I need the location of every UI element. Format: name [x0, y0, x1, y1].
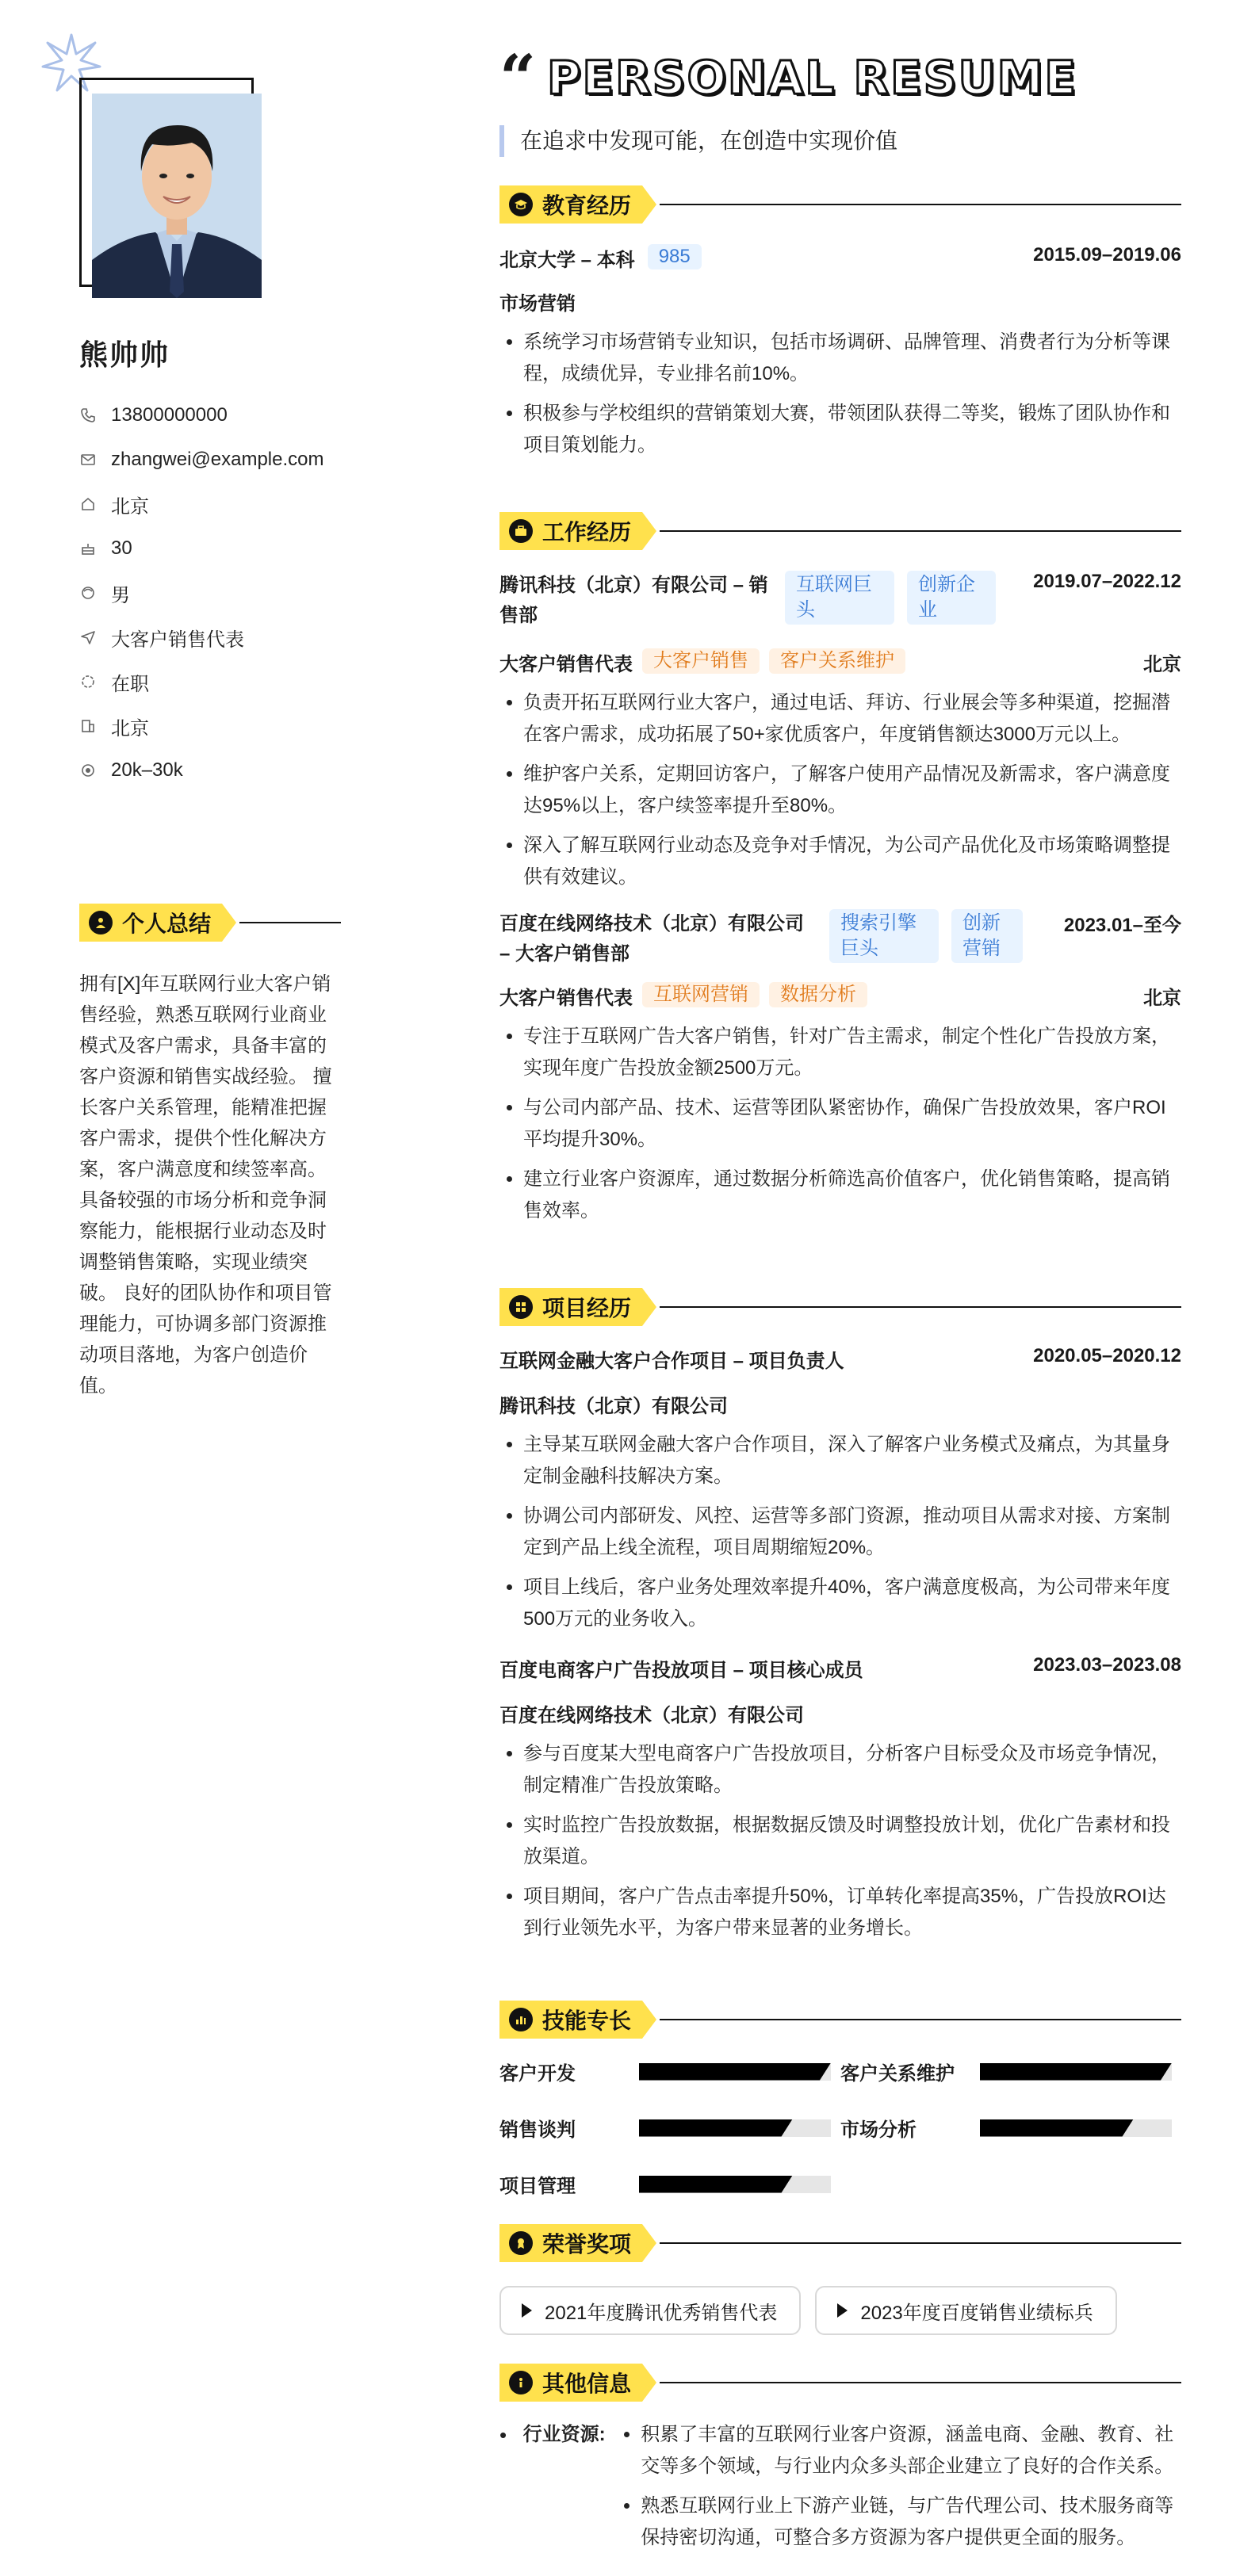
other-heading-text: 其他信息 [542, 2372, 632, 2396]
project-header [499, 1654, 1181, 1682]
job-role-row [499, 982, 1181, 1010]
list-item: • 系统学习市场营销专业知识，包括市场调研、品牌管理、消费者行为分析等课程，成绩优异，专业排名前10%。 [523, 327, 1181, 390]
info-email [79, 438, 324, 482]
skill-name: 市场分析 [840, 2119, 917, 2141]
job-city: 北京 [1143, 654, 1181, 675]
status-icon [79, 673, 97, 690]
education-date: 2015.09–2019.06 [1033, 244, 1181, 266]
skills-section [499, 2001, 1181, 2198]
age-icon [79, 540, 97, 557]
education-heading [499, 185, 1181, 224]
bullet-dot: • [499, 2423, 507, 2447]
salary-text: 20k–30k [111, 759, 183, 781]
skill-bar-fill [639, 2119, 793, 2137]
job-date: 2023.01–至今 [1063, 915, 1181, 936]
list-item: • 项目期间，客户广告点击率提升50%，订单转化率提高35%，广告投放ROI达到行业领先水平，为客户带来显著的业务增长。 [523, 1881, 1181, 1944]
skill-bar-fill [980, 2119, 1134, 2137]
skills-heading-text: 技能专长 [542, 2008, 632, 2033]
award-text: 2021年度腾讯优秀销售代表 [545, 2302, 778, 2324]
user-icon [89, 911, 113, 934]
phone-text: 13800000000 [111, 404, 228, 426]
project-name: 互联网金融大客户合作项目 – 项目负责人 [499, 1351, 844, 1372]
location-text: 北京 [111, 495, 149, 518]
job-bullets [499, 1021, 1181, 1227]
project-date: 2020.05–2020.12 [1033, 1345, 1181, 1366]
briefcase-icon [509, 519, 533, 543]
play-icon [837, 2303, 848, 2318]
work-heading-text: 工作经历 [542, 520, 632, 545]
other-section [499, 2364, 1181, 2562]
job-city: 北京 [1143, 988, 1181, 1009]
skill-name: 客户开发 [499, 2063, 576, 2085]
grid-icon [509, 1295, 533, 1319]
company-tag: 互联网巨头 [785, 571, 894, 625]
list-item: • 积累了丰富的互联网行业客户资源，涵盖电商、金融、教育、社交等多个领域，与行业内众多头部企业建立了良好的合作关系。 [641, 2419, 1181, 2482]
school-name: 北京大学 – 本科 [499, 250, 635, 271]
skill-bar [639, 2176, 831, 2193]
candidate-name: 熊帅帅 [79, 338, 170, 371]
skill-item [840, 2114, 1181, 2142]
skill-tag: 客户关系维护 [769, 648, 905, 674]
graduation-cap-icon [509, 193, 533, 216]
company-tag: 搜索引擎巨头 [829, 909, 939, 963]
bar-chart-icon [509, 2008, 533, 2031]
education-heading-text: 教育经历 [542, 193, 632, 218]
skill-item [499, 2170, 840, 2198]
work-section [499, 512, 1181, 1235]
info-salary [79, 748, 324, 793]
project-bullets [499, 1429, 1181, 1635]
skill-bar [980, 2063, 1172, 2081]
company-name: 百度在线网络技术（北京）有限公司 – 大客户销售部 [499, 913, 804, 965]
skill-name: 销售谈判 [499, 2119, 576, 2141]
project-company: 腾讯科技（北京）有限公司 [499, 1396, 728, 1417]
resume-title: PERSONAL RESUME [547, 51, 1077, 105]
info-status [79, 659, 324, 704]
building-icon [79, 717, 97, 735]
work-heading [499, 512, 1181, 550]
list-item: • 实时监控广告投放数据，根据数据反馈及时调整投放计划，优化广告素材和投放渠道。 [523, 1810, 1181, 1873]
skill-tag: 数据分析 [769, 982, 867, 1007]
skill-name: 客户关系维护 [840, 2063, 955, 2085]
job-role: 大客户销售代表 [499, 654, 633, 675]
job-date: 2019.07–2022.12 [1033, 571, 1181, 592]
city-text: 北京 [111, 717, 149, 740]
info-age [79, 526, 324, 571]
skill-name: 项目管理 [499, 2176, 576, 2197]
award-item [815, 2286, 1116, 2335]
job-role-row [499, 648, 1181, 676]
phone-icon [79, 407, 97, 424]
home-icon [79, 495, 97, 513]
email-text: zhangwei@example.com [111, 449, 324, 470]
slogan: 在追求中发现可能，在创造中实现价值 [499, 125, 897, 157]
summary-heading [79, 904, 341, 942]
list-item: • 建立行业客户资源库，通过数据分析筛选高价值客户，优化销售策略，提高销售效率。 [523, 1164, 1181, 1227]
education-section [499, 185, 1181, 469]
list-item: • 熟悉互联网行业上下游产业链，与广告代理公司、技术服务商等保持密切沟通，可整合多方资源为客户提供更全面的服务。 [641, 2490, 1181, 2554]
awards-list [499, 2286, 1181, 2335]
info-icon [509, 2371, 533, 2394]
info-gender [79, 571, 324, 615]
job-role: 大客户销售代表 [499, 988, 633, 1009]
quote-mark-icon: “ [499, 40, 537, 115]
projects-section [499, 1288, 1181, 1952]
left-column [0, 0, 349, 2576]
job-header [499, 571, 1181, 631]
list-item: • 协调公司内部研发、风控、运营等多部门资源，推动项目从需求对接、方案制定到产品上线全流程，项目周期缩短20%。 [523, 1500, 1181, 1564]
skill-grid [499, 2058, 1181, 2198]
project-company: 百度在线网络技术（北京）有限公司 [499, 1705, 804, 1726]
list-item: • 专注于互联网广告大客户销售，针对广告主需求，制定个性化广告投放方案，实现年度广告投放金额2500万元。 [523, 1021, 1181, 1084]
awards-heading-text: 荣誉奖项 [542, 2232, 632, 2257]
skills-heading [499, 2001, 1181, 2039]
mail-icon [79, 451, 97, 468]
other-bullets [617, 2419, 1181, 2562]
job-header [499, 909, 1181, 969]
school-tag: 985 [648, 244, 702, 269]
list-item: • 参与百度某大型电商客户广告投放项目，分析客户目标受众及市场竞争情况，制定精准广告投放策略。 [523, 1738, 1181, 1802]
awards-heading [499, 2224, 1181, 2262]
status-text: 在职 [111, 673, 149, 695]
company-name: 腾讯科技（北京）有限公司 – 销售部 [499, 575, 768, 626]
summary-heading-text: 个人总结 [122, 912, 212, 936]
major: 市场营销 [499, 293, 576, 315]
list-item: • 负责开拓互联网行业大客户，通过电话、拜访、行业展会等多种渠道，挖掘潜在客户需求，成功拓展了50+家优质客户，年度销售额达3000万元以上。 [523, 687, 1181, 751]
skill-item [840, 2058, 1181, 2085]
info-position [79, 615, 324, 659]
other-heading [499, 2364, 1181, 2402]
award-item [499, 2286, 801, 2335]
projects-heading [499, 1288, 1181, 1326]
project-date: 2023.03–2023.08 [1033, 1654, 1181, 1676]
company-tag: 创新营销 [951, 909, 1023, 963]
education-row [499, 244, 1181, 272]
education-bullets [499, 327, 1181, 461]
list-item: • 主导某互联网金融大客户合作项目，深入了解客户业务模式及痛点，为其量身定制金融科技解决方案。 [523, 1429, 1181, 1492]
list-item: • 维护客户关系，定期回访客户，了解客户使用产品情况及新需求，客户满意度达95%以上，客户续签率提升至80%。 [523, 759, 1181, 822]
award-icon [509, 2231, 533, 2255]
salary-icon [79, 762, 97, 779]
contact-info-list [79, 393, 324, 793]
project-name: 百度电商客户广告投放项目 – 项目核心成员 [499, 1660, 863, 1681]
awards-section [499, 2224, 1181, 2335]
job-bullets [499, 687, 1181, 893]
skill-tag: 大客户销售 [642, 648, 760, 674]
award-text: 2023年度百度销售业绩标兵 [860, 2302, 1093, 2324]
skill-bar [980, 2119, 1172, 2137]
skill-item [499, 2114, 840, 2142]
list-item: • 深入了解互联网行业动态及竞争对手情况，为公司产品优化及市场策略调整提供有效建议。 [523, 830, 1181, 893]
other-content [499, 2419, 1181, 2562]
list-item: • 与公司内部产品、技术、运营等团队紧密协作，确保广告投放效果，客户ROI平均提升30%。 [523, 1092, 1181, 1156]
info-location [79, 482, 324, 526]
company-tag: 创新企业 [907, 571, 996, 625]
info-phone [79, 393, 324, 438]
skill-bar [639, 2063, 831, 2081]
project-bullets [499, 1738, 1181, 1944]
other-label: 行业资源: [522, 2424, 606, 2445]
projects-heading-text: 项目经历 [542, 1296, 632, 1320]
position-text: 大客户销售代表 [111, 629, 244, 651]
send-icon [79, 629, 97, 646]
age-text: 30 [111, 537, 132, 559]
info-city [79, 704, 324, 748]
skill-bar [639, 2119, 831, 2137]
list-item: • 项目上线后，客户业务处理效率提升40%，客户满意度极高，为公司带来年度500万元的业务收入。 [523, 1572, 1181, 1635]
summary-text: 拥有[X]年互联网行业大客户销售经验，熟悉互联网行业商业模式及客户需求，具备丰富的客户资源和销售实战经验。 擅长客户关系管理，能精准把握客户需求，提供个性化解决方案，客户满意度和续签率高。 具备较强的市场分析和竞争洞察能力，能根据行业动态及时调整销售策略，实现业绩突破。 良好的团队协作和项目管理能力，可协调多部门资源推动项目落地，为客户创造价值。 [79, 973, 332, 1397]
gender-icon [79, 584, 97, 602]
gender-text: 男 [111, 584, 130, 606]
profile-photo [92, 94, 262, 298]
project-header [499, 1345, 1181, 1373]
skill-tag: 互联网营销 [642, 982, 760, 1007]
skill-bar-fill [639, 2176, 793, 2193]
play-icon [522, 2303, 532, 2318]
skill-bar-fill [980, 2063, 1172, 2081]
skill-bar-fill [639, 2063, 831, 2081]
skill-item [499, 2058, 840, 2085]
list-item: • 积极参与学校组织的营销策划大赛，带领团队获得二等奖，锻炼了团队协作和项目策划能力。 [523, 398, 1181, 461]
